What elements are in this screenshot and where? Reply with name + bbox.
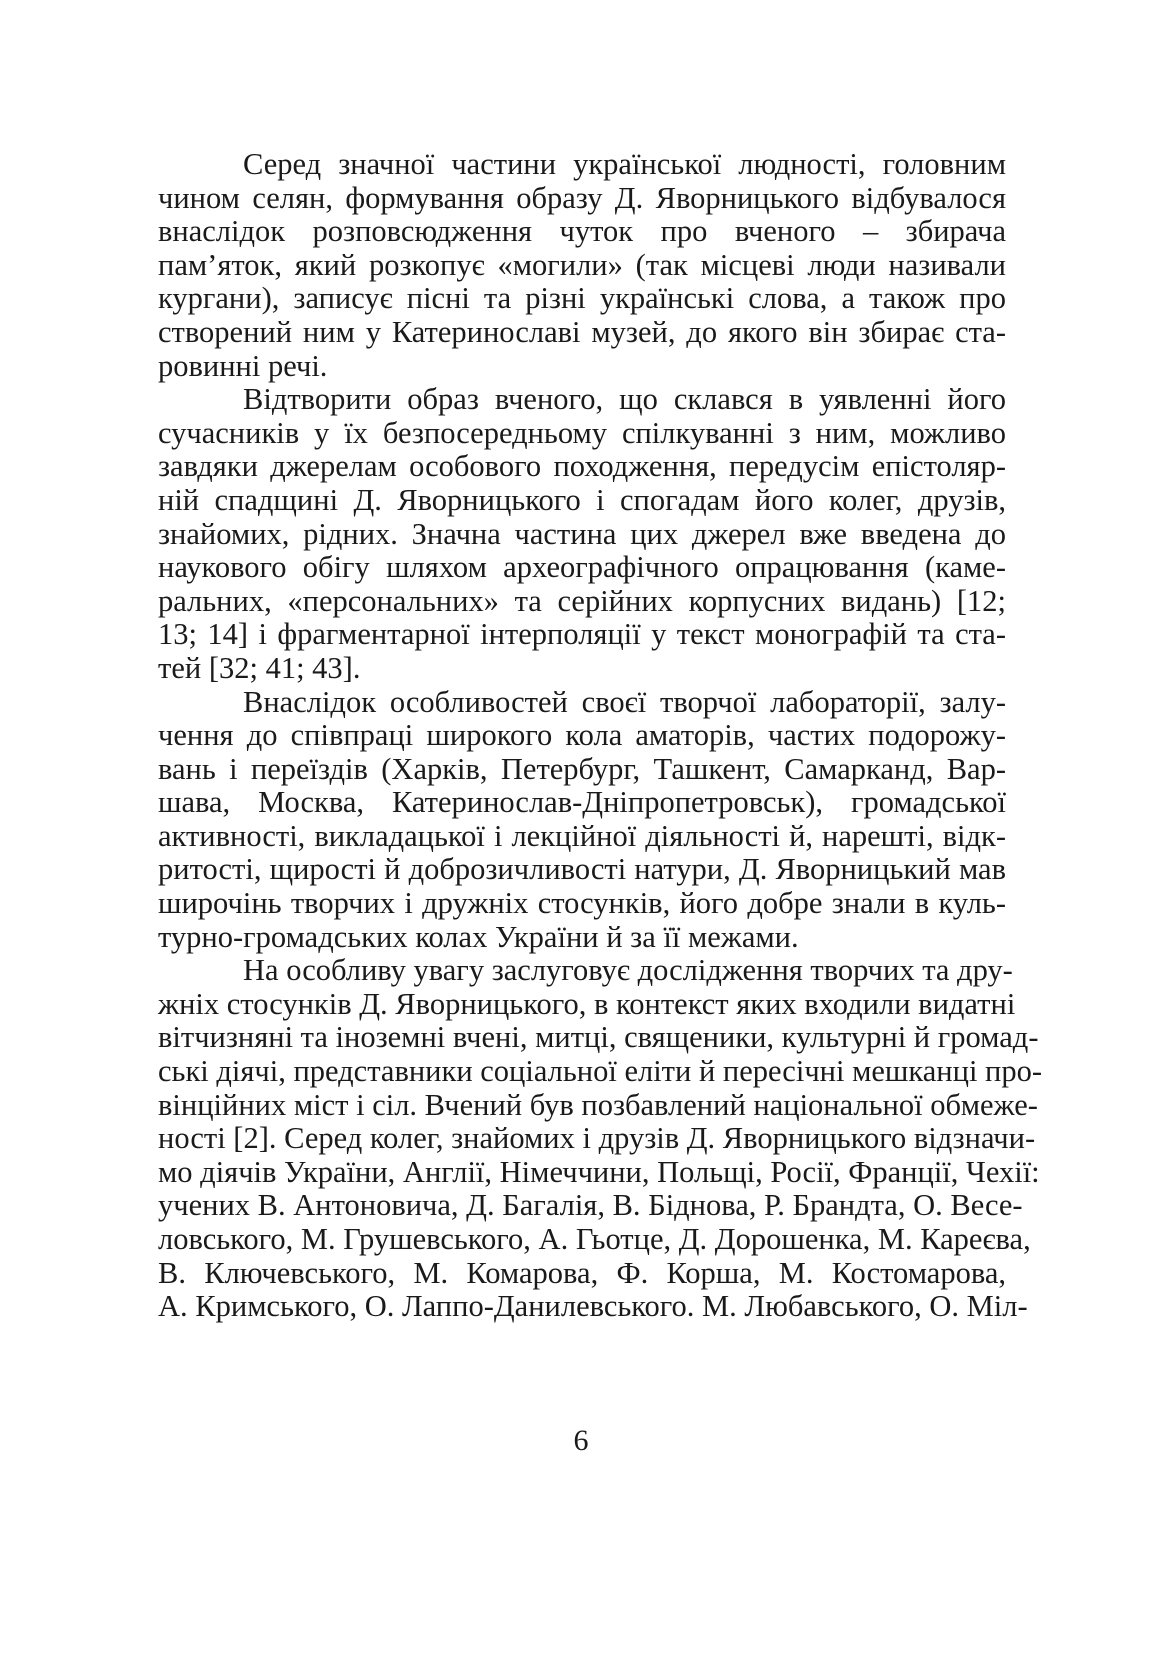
- text-line: вітчизняні та іноземні вчені, митці, священики, культурні й громад-: [158, 1020, 1039, 1055]
- text-line: чином селян, формування образу Д. Яворницького відбувалося: [158, 180, 1006, 215]
- text-line: ровинні речі.: [158, 348, 328, 383]
- text-line: вань і переїздів (Харків, Петербург, Ташкент, Самарканд, Вар-: [158, 751, 1006, 786]
- paragraph: [158, 686, 1006, 955]
- paragraph: [158, 953, 1043, 1324]
- text-line: ські діячі, представники соціальної еліти й пересічні мешканці про-: [158, 1054, 1043, 1089]
- paragraph: [158, 148, 1006, 383]
- text-line: мо діячів України, Англії, Німеччини, Польщі, Росії, Франції, Чехії:: [158, 1154, 1040, 1189]
- text-line: В. Ключевського, М. Комарова, Ф. Корша, М. Костомарова,: [158, 1255, 1006, 1290]
- page-number: 6: [573, 1424, 589, 1457]
- text-line: 13; 14] і фрагментарної інтерполяції у текст монографій та ста-: [158, 617, 1006, 652]
- text-line: Відтворити образ вченого, що склався в уявленні його: [243, 382, 1006, 417]
- text-line: внаслідок розповсюдження чуток про вченого – збирача: [158, 214, 1006, 249]
- text-line: знайомих, рідних. Значна частина цих джерел вже введена до: [158, 516, 1006, 551]
- text-line: сучасників у їх безпосередньому спілкуванні з ним, можливо: [158, 415, 1006, 450]
- text-line: ральних, «персональних» та серійних корпусних видань) [12;: [158, 583, 1006, 618]
- text-line: На особливу увагу заслуговує дослідження творчих та дру-: [243, 953, 1013, 988]
- text-line: А. Кримського, О. Лаппо-Данилевського. М. Любавського, О. Міл-: [158, 1289, 1028, 1324]
- paragraph: [158, 383, 1006, 685]
- text-line: кургани), записує пісні та різні українські слова, а також про: [158, 281, 1006, 316]
- text-line: ній спадщині Д. Яворницького і спогадам його колег, друзів,: [158, 482, 1006, 517]
- text-line: вінційних міст і сіл. Вчений був позбавлений національної обмеже-: [158, 1087, 1038, 1122]
- text-line: створений ним у Катеринославі музей, до якого він збирає ста-: [158, 314, 1006, 349]
- text-line: тей [32; 41; 43].: [158, 650, 361, 685]
- text-line: жніх стосунків Д. Яворницького, в контекст яких входили видатні: [158, 986, 1016, 1021]
- text-line: широчінь творчих і дружніх стосунків, його добре знали в куль-: [158, 886, 1006, 921]
- text-line: ловського, М. Грушевського, А. Гьотце, Д. Дорошенка, М. Кареєва,: [158, 1222, 1031, 1256]
- text-line: ритості, щирості й доброзичливості натури, Д. Яворницький мав: [158, 852, 1006, 887]
- text-line: ності [2]. Серед колег, знайомих і друзів Д. Яворницького відзначи-: [158, 1121, 1036, 1156]
- text-line: завдяки джерелам особового походження, передусім епістоляр-: [158, 449, 1006, 484]
- body-text: [158, 147, 1043, 1324]
- text-line: турно-громадських колах України й за її межами.: [158, 919, 799, 954]
- text-line: шава, Москва, Катеринослав-Дніпропетровськ), громадської: [158, 785, 1006, 820]
- text-line: учених В. Антоновича, Д. Багалія, В. Біднова, Р. Брандта, О. Весе-: [158, 1188, 1023, 1223]
- text-line: пам’яток, який розкопує «могили» (так місцеві люди називали: [158, 247, 1006, 282]
- text-line: Внаслідок особливостей своєї творчої лабораторії, залу-: [243, 684, 1006, 719]
- text-line: чення до співпраці широкого кола аматорів, частих подорожу-: [158, 718, 1006, 753]
- text-line: активності, викладацької і лекційної діяльності й, нарешті, відк-: [158, 818, 1006, 853]
- text-line: Серед значної частини української людності, головним: [243, 147, 1006, 181]
- text-line: наукового обігу шляхом археографічного опрацювання (каме-: [158, 550, 1006, 585]
